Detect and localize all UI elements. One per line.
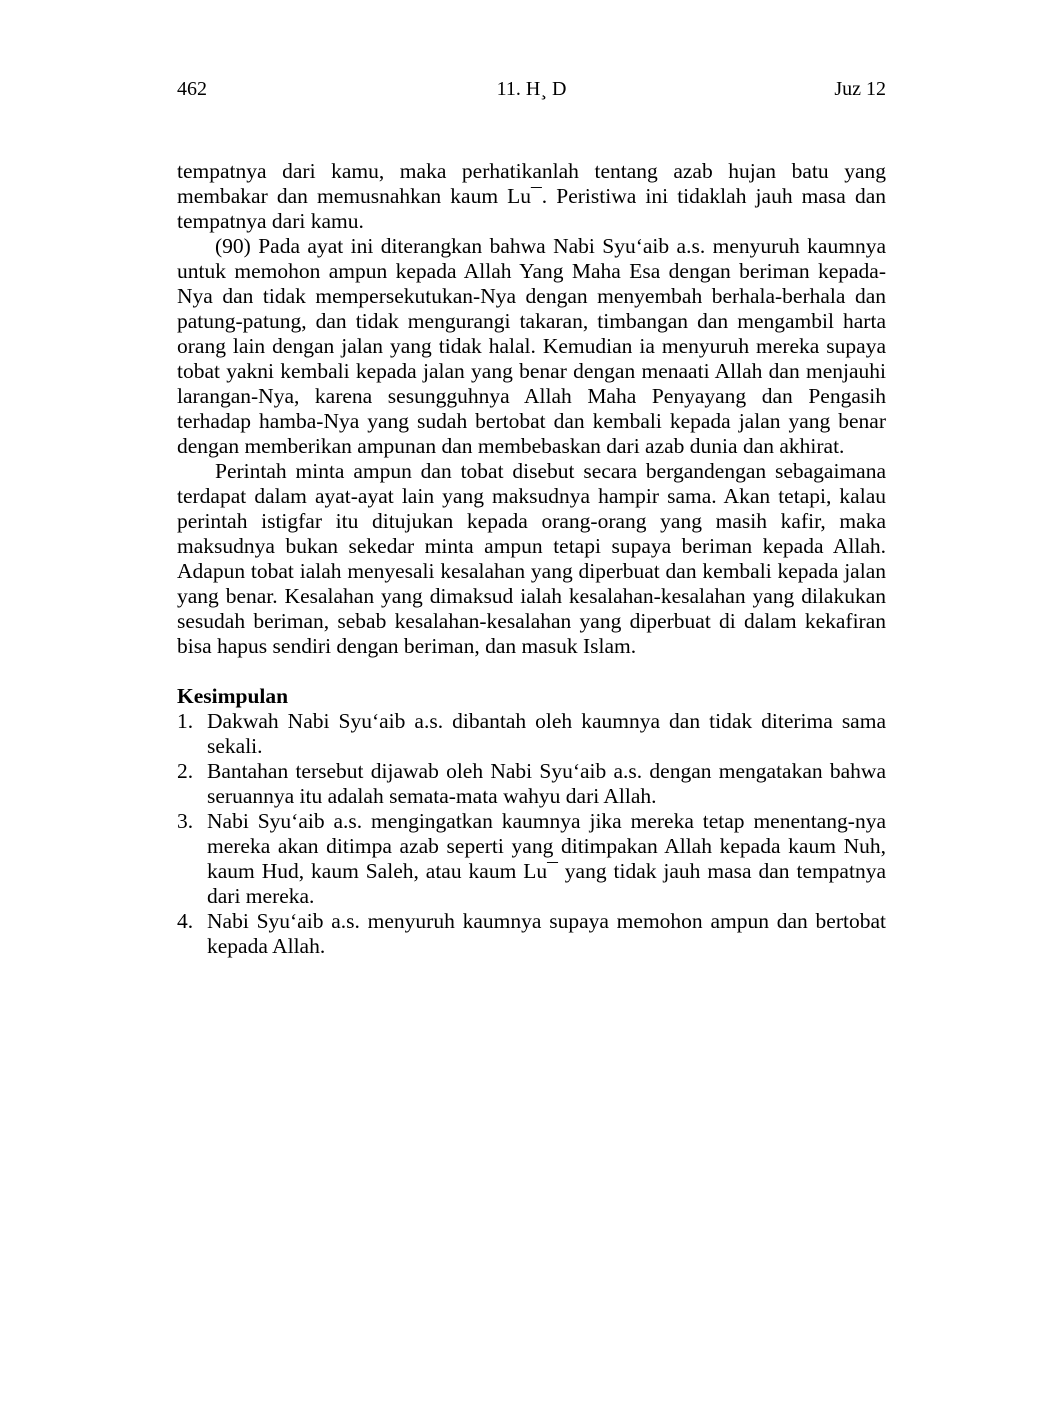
summary-item-text: Dakwah Nabi Syu‘aib a.s. dibantah oleh kaumnya dan tidak diterima sama sekali.	[207, 709, 886, 758]
body-text	[177, 159, 886, 959]
page-header	[177, 74, 886, 104]
summary-item-number: 1.	[177, 709, 194, 733]
summary-item-number: 3.	[177, 809, 194, 833]
paragraph-continuation: tempatnya dari kamu, maka perhatikanlah tentang azab hujan batu yang membakar dan memusnahkan kaum Lu¯. Peristiwa ini tidaklah jauh masa dan tempatnya dari kamu.	[177, 159, 886, 233]
summary-item-text: Nabi Syu‘aib a.s. menyuruh kaumnya supaya memohon ampun dan bertobat kepada Allah.	[207, 909, 886, 958]
chapter-title: 11. H¸ D	[496, 78, 567, 100]
summary-item-number: 2.	[177, 759, 194, 783]
juz-label: Juz 12	[834, 78, 886, 100]
summary-item	[177, 809, 886, 909]
page	[177, 74, 886, 959]
summary-item-number: 4.	[177, 909, 194, 933]
summary-item-text: Nabi Syu‘aib a.s. mengingatkan kaumnya jika mereka tetap menentang-nya mereka akan ditimpa azab seperti yang ditimpakan Allah kepada kaum Nuh, kaum Hud, kaum Saleh, atau kaum Lu¯ yang tidak jauh masa dan tempatnya dari mereka.	[207, 809, 886, 908]
summary-title: Kesimpulan	[177, 684, 289, 708]
summary-list	[177, 709, 886, 959]
paragraph-verse-90: (90) Pada ayat ini diterangkan bahwa Nabi Syu‘aib a.s. menyuruh kaumnya untuk memohon ampun kepada Allah Yang Maha Esa dengan beriman kepada-Nya dan tidak mempersekutukan-Nya dengan menyembah berhala-berhala dan patung-patung, dan tidak mengurangi takaran, timbangan dan mengambil harta orang lain dengan jalan yang tidak halal. Kemudian ia menyuruh mereka supaya tobat yakni kembali kepada jalan yang benar dengan menaati Allah dan menjauhi larangan-Nya, karena sesungguhnya Allah Maha Penyayang dan Pengasih terhadap hamba-Nya yang sudah bertobat dan kembali kepada jalan yang benar dengan memberikan ampunan dan membebaskan dari azab dunia dan akhirat.	[177, 234, 886, 458]
page-number: 462	[177, 78, 207, 100]
paragraph-istigfar: Perintah minta ampun dan tobat disebut secara bergandengan sebagaimana terdapat dalam ayat-ayat lain yang maksudnya hampir sama. Akan tetapi, kalau perintah istigfar itu ditujukan kepada orang-orang yang masih kafir, maka maksudnya bukan sekedar minta ampun tetapi supaya beriman kepada Allah. Adapun tobat ialah menyesali kesalahan yang diperbuat dan kembali kepada jalan yang benar. Kesalahan yang dimaksud ialah kesalahan-kesalahan yang dilakukan sesudah beriman, sebab kesalahan-kesalahan yang diperbuat di dalam kekafiran bisa hapus sendiri dengan beriman, dan masuk Islam.	[177, 459, 886, 658]
summary-item	[177, 709, 886, 759]
summary-item	[177, 909, 886, 959]
summary-item	[177, 759, 886, 809]
summary-item-text: Bantahan tersebut dijawab oleh Nabi Syu‘aib a.s. dengan mengatakan bahwa seruannya itu adalah semata-mata wahyu dari Allah.	[207, 759, 886, 808]
